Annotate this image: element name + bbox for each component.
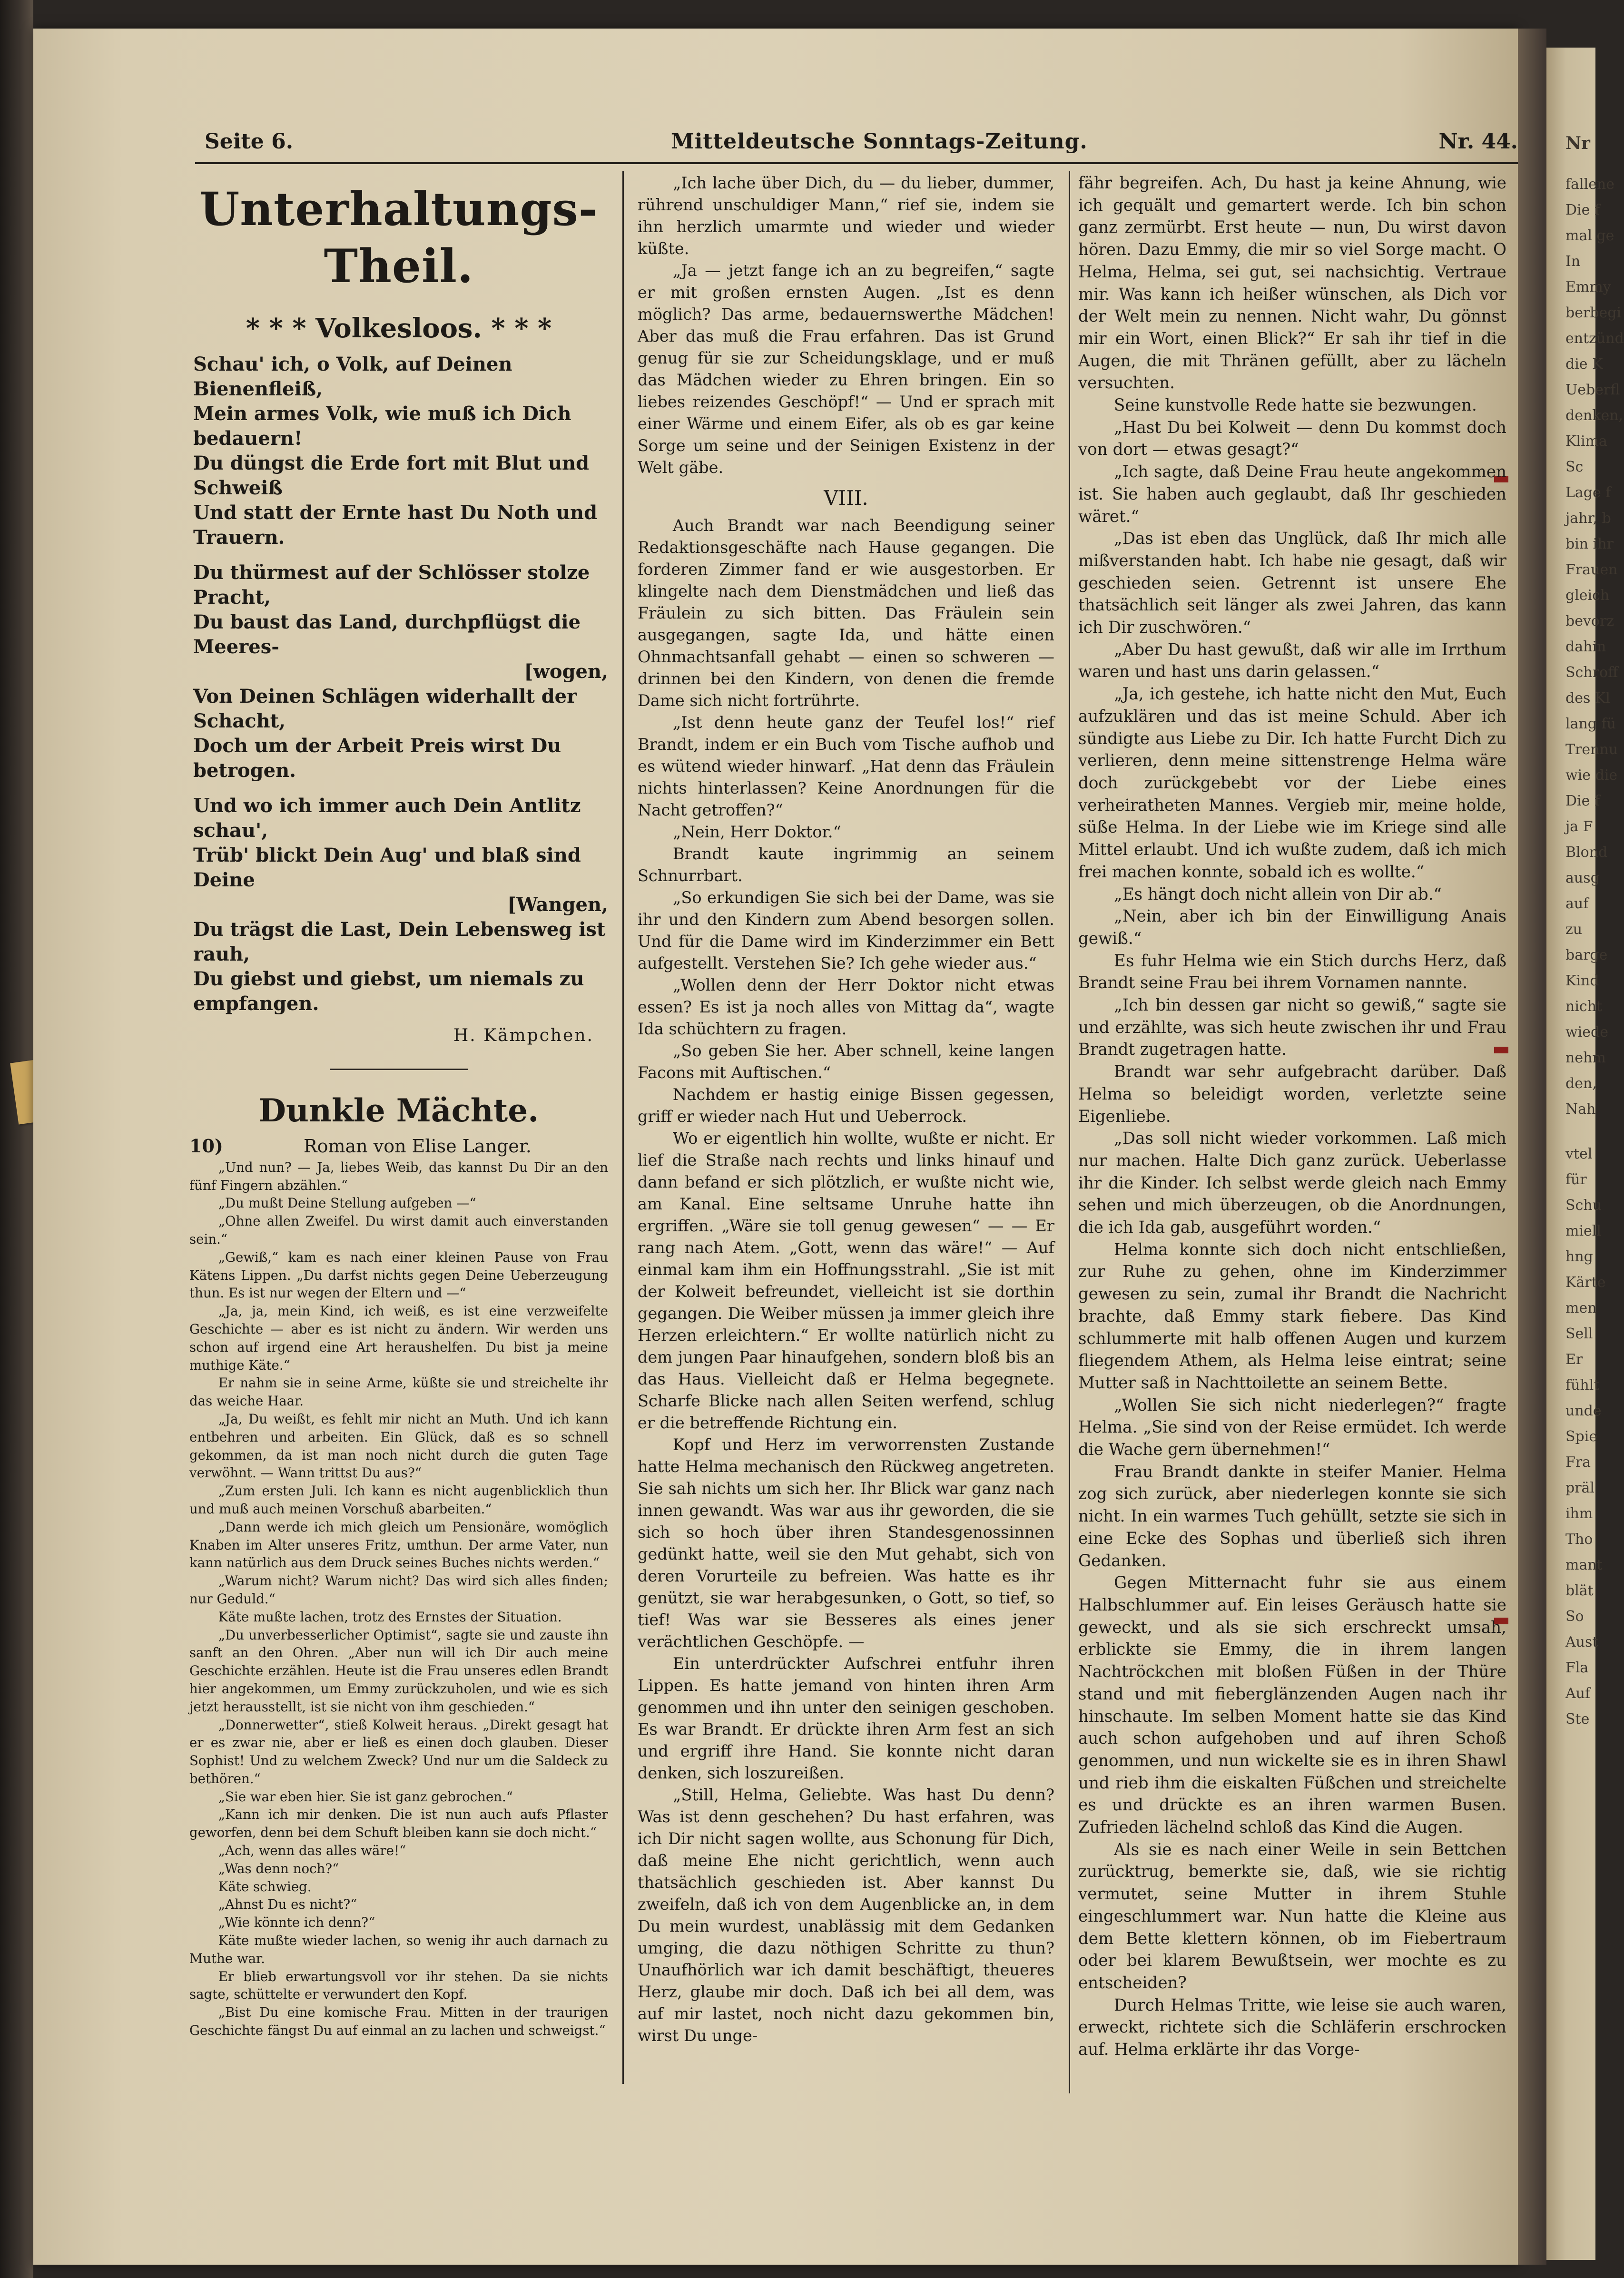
paragraph: Ein unterdrückter Aufschrei entfuhr ihren Lippen. Es hatte jemand von hinten ihren Arm genommen und ihn unter den seinigen geschoben. Es war Brandt. Er drückte ihren Arm fest an sich und ergriff ihre Hand. Sie konnte nicht daran denken, sich loszureißen.	[638, 1654, 1054, 1782]
header-rule	[195, 162, 1518, 164]
paragraph: „Warum nicht? Warum nicht? Das wird sich alles finden; nur Geduld.“	[189, 1573, 608, 1607]
poem-stanza	[193, 560, 608, 783]
story-byline	[189, 1134, 608, 1159]
adjacent-page-line: Die f	[1565, 793, 1600, 809]
paragraph: Käte mußte wieder lachen, so wenig ihr auch darnach zu Muthe war.	[189, 1933, 608, 1966]
issue-number: Nr. 44.	[1438, 129, 1518, 154]
adjacent-page-line: nicht	[1565, 998, 1603, 1015]
adjacent-page-line: ihm	[1565, 1505, 1593, 1522]
adjacent-page-line: zu	[1565, 921, 1583, 938]
adjacent-page	[1546, 48, 1624, 2260]
paragraph: „Wollen denn der Herr Doktor nicht etwas essen? Es ist ja noch alles von Mittag da“, wagte Ida schüchtern zu fragen.	[638, 976, 1054, 1038]
section-title: Unterhaltungs-Theil.	[199, 182, 598, 293]
poem-author: H. Kämpchen.	[453, 1026, 594, 1045]
poem-line: [wogen,	[524, 660, 608, 683]
chapter-heading: VIII.	[824, 486, 868, 510]
adjacent-page-line: Die f	[1565, 202, 1600, 218]
adjacent-page-line: unde	[1565, 1403, 1602, 1419]
adjacent-page-line: lang fü	[1565, 716, 1616, 732]
poem-line: Doch um der Arbeit Preis wirst Du betrogen.	[193, 735, 561, 782]
adjacent-page-header: Nr	[1565, 133, 1590, 153]
installment-number: 10)	[189, 1135, 223, 1157]
adjacent-page-line: Fla	[1565, 1659, 1589, 1676]
adjacent-page-line: Schroff	[1565, 664, 1618, 681]
adjacent-page-line: berbegi	[1565, 304, 1622, 321]
paragraph: Helma konnte sich doch nicht entschließen, zur Ruhe zu gehen, ohne im Kinderzimmer gewesen zu sein, zumal ihr Brandt die Nachricht brachte, daß Emmy stark fiebere. Das Kind schlummerte mit halb offenen Augen und kurzem fliegendem Athem, als Helma leise eintrat; seine Mutter saß in Nachttoilette an seinem Bette.	[1078, 1240, 1506, 1393]
adjacent-page-line: Blond	[1565, 844, 1608, 861]
adjacent-page-line: hng	[1565, 1248, 1593, 1265]
story-subtitle: Roman von Elise Langer.	[304, 1135, 531, 1157]
paragraph: Nachdem er hastig einige Bissen gegessen, griff er wieder nach Hut und Ueberrock.	[638, 1085, 1054, 1126]
adjacent-page-line: fallene	[1565, 176, 1615, 193]
paragraph: Käte mußte lachen, trotz des Ernstes der Situation.	[218, 1609, 562, 1625]
paragraph: „Ja — jetzt fange ich an zu begreifen,“ sagte er mit großen ernsten Augen. „Ist es denn möglich? Das arme, bedauernswerthe Mädchen! Aber das muß die Frau erfahren. Das ist Grund genug für sie zur Scheidungsklage, und er muß das Mädchen wieder zu Ehren bringen. Ein so liebes reizendes Geschöpf!“ — Und er sprach mit einer Wärme und einem Eifer, als ob es gar keine Sorge um seine und der Seinigen Existenz in der Welt gäbe.	[638, 261, 1054, 477]
adjacent-page-line: mant	[1565, 1557, 1603, 1573]
paragraph: Er blieb erwartungsvoll vor ihr stehen. Da sie nichts sagte, schüttelte er verwundert den Kopf.	[189, 1968, 608, 2003]
poem-line: Und wo ich immer auch Dein Antlitz schau',	[193, 795, 581, 842]
paragraph: „Sie war eben hier. Sie ist ganz gebrochen.“	[218, 1788, 513, 1805]
poem-body	[193, 352, 608, 1016]
paragraph: Seine kunstvolle Rede hatte sie bezwungen.	[1114, 396, 1477, 415]
adjacent-page-line: Nah	[1565, 1101, 1596, 1118]
adjacent-page-line: Ueberfl	[1565, 382, 1620, 398]
paragraph: „Ich sagte, daß Deine Frau heute angekommen ist. Sie haben auch geglaubt, daß Ihr geschieden wäret.“	[1078, 462, 1506, 526]
adjacent-page-line: denken,	[1565, 407, 1624, 424]
story-text-col1	[189, 1159, 608, 2040]
paragraph: „Wie könnte ich denn?“	[218, 1915, 375, 1931]
column-2	[638, 172, 1054, 2047]
adjacent-page-line: Kind	[1565, 972, 1599, 989]
adjacent-page-line: Klima	[1565, 433, 1607, 450]
paragraph: Kopf und Herz im verworrensten Zustande hatte Helma mechanisch den Rückweg angetreten. Sie sah nichts um sich her. Ihr Blick war ganz nach innen gewandt. Was war aus ihr geworden, die sie sich so hoch über ihren Standesgenossinnen gedünkt hatte, weil sie den Mut gehabt, sich von deren Vorurteile zu befreien. Was hatte es ihr genützt, sie war herabgesunken, o Gott, so tief, so tief! Was war sie Besseres als eines jener verächtlichen Geschöpfe. —	[638, 1435, 1054, 1651]
adjacent-page-line: bin ihr	[1565, 536, 1614, 552]
adjacent-page-line: Ste	[1565, 1711, 1590, 1728]
paragraph: „Ahnst Du es nicht?“	[218, 1896, 357, 1913]
poem-line: Du giebst und giebst, um niemals zu empfangen.	[193, 968, 584, 1015]
adjacent-page-line: Aust	[1565, 1634, 1598, 1650]
adjacent-page-line: des Kl	[1565, 690, 1610, 707]
adjacent-page-line: Frauen	[1565, 561, 1618, 578]
paragraph: „Ohne allen Zweifel. Du wirst damit auch einverstanden sein.“	[189, 1213, 608, 1247]
adjacent-page-line: Kärte	[1565, 1274, 1606, 1291]
adjacent-page-line: barge	[1565, 947, 1608, 963]
poem-line: Und statt der Ernte hast Du Noth und Trauern.	[193, 501, 598, 549]
paragraph: Als sie es nach einer Weile in sein Bettchen zurücktrug, bemerkte sie, daß, wie sie richtig vermutet, seine Mutter in ihrem Stuhle eingeschlummert war. Nun hatte die Kleine aus dem Bette klettern können, ob im Fiebertraum oder bei klarem Bewußtsein, wer mochte es zu entscheiden?	[1078, 1840, 1506, 1993]
paragraph: „Ja, ich gestehe, ich hatte nicht den Mut, Euch aufzuklären und das ist meine Schuld. Aber ich sündigte aus Liebe zu Dir. Ich hatte Furcht Dich zu verlieren, denn meine sittenstrenge Helma wäre doch zurückgebebt vor der Liebe eines verheiratheten Mannes. Vergieb mir, meine holde, süße Helma. In der Liebe wie im Kriege sind alle Mittel erlaubt. Und ich wußte zudem, daß ich mich frei machen konnte, sobald ich es wollte.“	[1078, 685, 1506, 882]
column-1	[189, 172, 608, 2040]
adjacent-page-line: Fra	[1565, 1454, 1591, 1471]
paragraph: Brandt war sehr aufgebracht darüber. Daß Helma so beleidigt worden, verletzte seine Eigenliebe.	[1078, 1062, 1506, 1126]
story-text-col3	[1078, 172, 1506, 2061]
adjacent-page-line: miell	[1565, 1223, 1601, 1239]
poem-line: Du baust das Land, durchpflügst die Meeres-	[193, 611, 581, 658]
adjacent-page-line: Sc	[1565, 459, 1584, 475]
adjacent-page-line: So	[1565, 1608, 1584, 1625]
adjacent-page-line: Spie	[1565, 1428, 1598, 1445]
paragraph: Wo er eigentlich hin wollte, wußte er nicht. Er lief die Straße nach rechts und links hinauf und dann befand er sich plötzlich, er wußte nicht wie, am Kanal. Eine seltsame Unruhe hatte ihn ergriffen. „Wäre sie toll genug gewesen“ — — Er rang nach Atem. „Gott, wenn das wäre!“ — Auf einmal kam ihm ein Hoffnungsstrahl. „Sie ist mit der Kolweit befreundet, vielleicht ist sie dorthin gegangen. Die Weiber müssen ja immer gleich ihre Herzen erleichtern.“ Er wollte natürlich nicht zu dem jungen Paar hinaufgehen, sondern bloß bis an das Haus. Vielleicht daß er Helma begegnete. Scharfe Blicke nach allen Seiten werfend, schlug er die betreffende Richtung ein.	[638, 1129, 1054, 1432]
adjacent-page-line: vtel	[1565, 1146, 1593, 1162]
paragraph: „Ach, wenn das alles wäre!“	[218, 1843, 406, 1859]
paragraph: Er nahm sie in seine Arme, küßte sie und streichelte ihr das weiche Haar.	[189, 1375, 608, 1409]
paragraph: „Donnerwetter“, stieß Kolweit heraus. „Direkt gesagt hat er es zwar nie, aber er ließ es einen doch glauben. Dieser Sophist! Und zu welchem Zweck? Und nur um die Saldeck zu bethören.“	[189, 1717, 608, 1787]
adjacent-page-line: auf	[1565, 895, 1589, 912]
paragraph: Gegen Mitternacht fuhr sie aus einem Halbschlummer auf. Ein leises Geräusch hatte sie geweckt, und als sie sich erschreckt umsah, erblickte sie Emmy, die in ihrem langen Nachtröckchen mit bloßen Füßen in der Thüre stand und mit fieberglänzenden Augen nach ihr hinschaute. Im selben Moment hatte sie das Kind auch schon aufgehoben und auf ihren Schoß genommen, und nun wickelte sie es in ihren Shawl und rieb ihm die eiskalten Füßchen und streichelte es und drückte es an ihren warmen Busen. Zufrieden lächelnd schloß das Kind die Augen.	[1078, 1573, 1506, 1837]
poem-line: Schau' ich, o Volk, auf Deinen Bienenfleiß,	[193, 353, 512, 400]
poem-line: [Wangen,	[507, 894, 608, 916]
paragraph: „Bist Du eine komische Frau. Mitten in der traurigen Geschichte fängst Du auf einmal an zu lachen und schweigst.“	[189, 2004, 608, 2039]
paragraph: „Und nun? — Ja, liebes Weib, das kannst Du Dir an den fünf Fingern abzählen.“	[189, 1159, 608, 1193]
paragraph: „Ich bin dessen gar nicht so gewiß,“ sagte sie und erzählte, was sich heute zwischen ihr und Frau Brandt zugetragen hatte.	[1078, 996, 1506, 1060]
adjacent-page-line: Tho	[1565, 1531, 1593, 1548]
poem-title: * * * Volkesloos. * * *	[246, 313, 552, 344]
newspaper-title: Mitteldeutsche Sonntags-Zeitung.	[671, 129, 1088, 154]
poem-stanza	[193, 352, 608, 550]
adjacent-page-line: die K	[1565, 356, 1603, 373]
poem-line: Du trägst die Last, Dein Lebensweg ist rauh,	[193, 918, 606, 965]
page-number: Seite 6.	[205, 129, 294, 154]
paragraph: „So erkundigen Sie sich bei der Dame, was sie ihr und den Kindern zum Abend besorgen sollen. Und für die Dame wird im Kinderzimmer ein Bett aufgestellt. Verstehen Sie? Ich gehe wieder aus.“	[638, 888, 1054, 972]
paragraph: Brandt kaute ingrimmig an seinem Schnurrbart.	[638, 844, 1054, 885]
paragraph: „Wollen Sie sich nicht niederlegen?“ fragte Helma. „Sie sind von der Reise ermüdet. Ich werde die Wache gern übernehmen!“	[1078, 1395, 1506, 1460]
adjacent-page-line: wie die	[1565, 767, 1618, 784]
column-rule	[1069, 171, 1070, 2093]
section-divider	[330, 1069, 468, 1070]
paragraph: „Gewiß,“ kam es nach einer kleinen Pause von Frau Kätens Lippen. „Du darfst nichts gegen Deine Ueberzeugung thun. Es ist nur wegen der Eltern und —“	[189, 1249, 608, 1301]
poem-line: Mein armes Volk, wie muß ich Dich bedauern!	[193, 403, 571, 450]
paragraph: Käte schwieg.	[218, 1878, 312, 1895]
adjacent-page-line: für	[1565, 1171, 1587, 1188]
adjacent-page-line: blät	[1565, 1582, 1594, 1599]
paragraph: „Still, Helma, Geliebte. Was hast Du denn? Was ist denn geschehen? Du hast erfahren, was ich Dir nicht sagen wollte, aus Schonung für Dich, daß meine Ehe nicht gerichtlich, wenn auch thatsächlich geschieden ist. Aber kannst Du zweifeln, daß ich von dem Augenblicke an, in dem Du mein wurdest, unablässig mit dem Gedanken umging, die dazu nöthigen Schritte zu thun? Unaufhörlich war ich damit beschäftigt, theueres Herz, glaube mir doch. Daß ich bei all dem, was auf mir lastet, noch nicht dazu gekommen bin, wirst Du unge-	[638, 1786, 1054, 2045]
adjacent-page-line: Emmy	[1565, 279, 1611, 295]
paragraph: „Das ist eben das Unglück, daß Ihr mich alle mißverstanden habt. Ich habe nie gesagt, daß wir geschieden seien. Getrennt ist unsere Ehe thatsächlich seit länger als zwei Jahren, das kann ich Dir zuschwören.“	[1078, 529, 1506, 638]
paragraph: „Das soll nicht wieder vorkommen. Laß mich nur machen. Halte Dich ganz zurück. Ueberlasse ihr die Kinder. Ich selbst werde gleich nach Emmy sehen und mich überzeugen, ob die Anordnungen, die ich Ida gab, ausgeführt worden.“	[1078, 1129, 1506, 1237]
adjacent-page-line: Schu	[1565, 1197, 1602, 1214]
poem-line: Du thürmest auf der Schlösser stolze Pracht,	[193, 561, 590, 609]
adjacent-page-line: ausg	[1565, 870, 1600, 886]
adjacent-page-line: ja F	[1565, 818, 1593, 835]
paragraph: „Ich lache über Dich, du — du lieber, dummer, rührend unschuldiger Mann,“ rief sie, indem sie ihn herzlich umarmte und wieder und wieder küßte.	[638, 174, 1054, 258]
adjacent-page-line: bevorz	[1565, 613, 1614, 629]
paragraph: „Es hängt doch nicht allein von Dir ab.“	[1114, 884, 1442, 904]
paragraph: Durch Helmas Tritte, wie leise sie auch waren, erweckt, richtete sich die Schläferin erschrocken auf. Helma erklärte ihr das Vorge-	[1078, 1995, 1506, 2060]
adjacent-page-line: Trennu	[1565, 741, 1618, 758]
adjacent-page-line: Auf	[1565, 1685, 1591, 1702]
column-rule	[622, 171, 624, 2084]
adjacent-page-line: In	[1565, 253, 1581, 270]
page-header	[205, 129, 1518, 158]
paragraph: „Zum ersten Juli. Ich kann es nicht augenblicklich thun und muß auch meinen Vorschuß abarbeiten.“	[189, 1483, 608, 1517]
adjacent-page-line: mal ge	[1565, 227, 1614, 244]
paragraph: „So geben Sie her. Aber schnell, keine langen Facons mit Auftischen.“	[638, 1041, 1054, 1082]
adjacent-page-line: den,	[1565, 1075, 1597, 1092]
paragraph: „Nein, Herr Doktor.“	[672, 823, 841, 841]
adjacent-page-line: wiede	[1565, 1024, 1608, 1041]
poem-stanza	[193, 794, 608, 1016]
paragraph: „Ist denn heute ganz der Teufel los!“ rief Brandt, indem er ein Buch vom Tische aufhob und es wütend wieder hinwarf. „Hat denn das Fräulein nichts hinterlassen? Keine Anordnungen für die Nacht getroffen?“	[638, 713, 1054, 819]
adjacent-page-line: Sell	[1565, 1326, 1593, 1342]
adjacent-page-line: präl	[1565, 1480, 1595, 1496]
adjacent-page-line: fühlt	[1565, 1377, 1600, 1394]
paragraph: „Hast Du bei Kolweit — denn Du kommst doch von dort — etwas gesagt?“	[1078, 418, 1506, 460]
adjacent-page-line: jahr, b	[1565, 510, 1611, 527]
paragraph: „Du unverbesserlicher Optimist“, sagte sie und zauste ihn sanft an den Ohren. „Aber nun will ich Dir auch meine Geschichte erzählen. Heute ist die Frau unseres edlen Brandt hier angekommen, um Emmy zurückzuholen, und wie es sich jetzt herausstellt, ist sie nicht von ihm geschieden.“	[189, 1627, 608, 1715]
column-3	[1078, 172, 1506, 2061]
paragraph: „Nein, aber ich bin der Einwilligung Anais gewiß.“	[1078, 907, 1506, 948]
story-title: Dunkle Mächte.	[258, 1091, 539, 1129]
paragraph: „Was denn noch?“	[218, 1860, 339, 1876]
page-fold-shadow	[1518, 29, 1546, 2265]
paragraph: „Dann werde ich mich gleich um Pensionäre, womöglich Knaben im Alter unseres Fritz, umthun. Der arme Vater, nun kann natürlich aus dem Druck seines Buches nichts werden.“	[189, 1519, 608, 1571]
adjacent-page-line: entzünd	[1565, 330, 1624, 347]
story-text-col2b	[638, 515, 1054, 2047]
paragraph: fähr begreifen. Ach, Du hast ja keine Ahnung, wie ich gequält und gemartert werde. Ich bin schon ganz zermürbt. Erst heute — nun, Du wirst davon hören. Dazu Emmy, die mir so viel Sorge macht. O Helma, Helma, sei gut, sei nachsichtig. Vertraue mir. Was kann ich heißer wünschen, als Dich vor der Welt mein zu nennen. Nicht wahr, Du gönnst mir ein Wort, einen Blick?“ Er sah ihr tief in die Augen, die mit Thränen gefüllt, aber zu lächeln versuchten.	[1078, 174, 1506, 393]
adjacent-page-line: Er	[1565, 1351, 1583, 1368]
adjacent-page-line: Lage f	[1565, 484, 1611, 501]
poem-line: Du düngst die Erde fort mit Blut und Schweiß	[193, 452, 590, 499]
paragraph: „Ja, Du weißt, es fehlt mir nicht an Muth. Und ich kann entbehren und arbeiten. Ein Glück, daß es so schnell gekommen, da ist man noch nicht durch die guten Tage verwöhnt. — Wann trittst Du aus?“	[189, 1411, 608, 1481]
paragraph: Auch Brandt war nach Beendigung seiner Redaktionsgeschäfte nach Hause gegangen. Die forderen Zimmer fand er wie ausgestorben. Er klingelte nach dem Dienstmädchen und ließ das Fräulein zu sich bitten. Das Fräulein sein ausgegangen, sagte Ida, und hätte einen Ohnmachtsanfall gehabt — einen so schweren — drinnen bei den Kindern, von denen die fremde Dame sich nicht fortrührte.	[638, 516, 1054, 710]
paragraph: „Kann ich mir denken. Die ist nun auch aufs Pflaster geworfen, denn bei dem Schuft bleiben kann sie doch nicht.“	[189, 1807, 608, 1841]
paragraph: Es fuhr Helma wie ein Stich durchs Herz, daß Brandt seine Frau bei ihrem Vornamen nannte.	[1078, 951, 1506, 993]
story-text-col2a	[638, 172, 1054, 479]
adjacent-page-line: gleich	[1565, 587, 1610, 604]
poem-line: Von Deinen Schlägen widerhallt der Schacht,	[193, 685, 577, 732]
poem-line: Trüb' blickt Dein Aug' und blaß sind Deine	[193, 844, 581, 891]
adjacent-page-line: men	[1565, 1300, 1597, 1316]
paragraph: „Aber Du hast gewußt, daß wir alle im Irrthum waren und hast uns darin gelassen.“	[1078, 640, 1506, 682]
adjacent-page-line: dahin	[1565, 638, 1606, 655]
paragraph: „Ja, ja, mein Kind, ich weiß, es ist eine verzweifelte Geschichte — aber es ist nicht zu ändern. Wir werden uns schon auf irgend eine Art heraushelfen. Du bist ja meine muthige Käte.“	[189, 1303, 608, 1373]
paragraph: „Du mußt Deine Stellung aufgeben —“	[218, 1195, 476, 1211]
adjacent-page-line: nehm	[1565, 1050, 1606, 1066]
paragraph: Frau Brandt dankte in steifer Manier. Helma zog sich zurück, aber niederlegen konnte sie sich nicht. In ein warmes Tuch gehüllt, setzte sie sich in eine Ecke des Sophas und überließ sich ihren Gedanken.	[1078, 1462, 1506, 1571]
book-binding-left	[0, 0, 33, 2278]
